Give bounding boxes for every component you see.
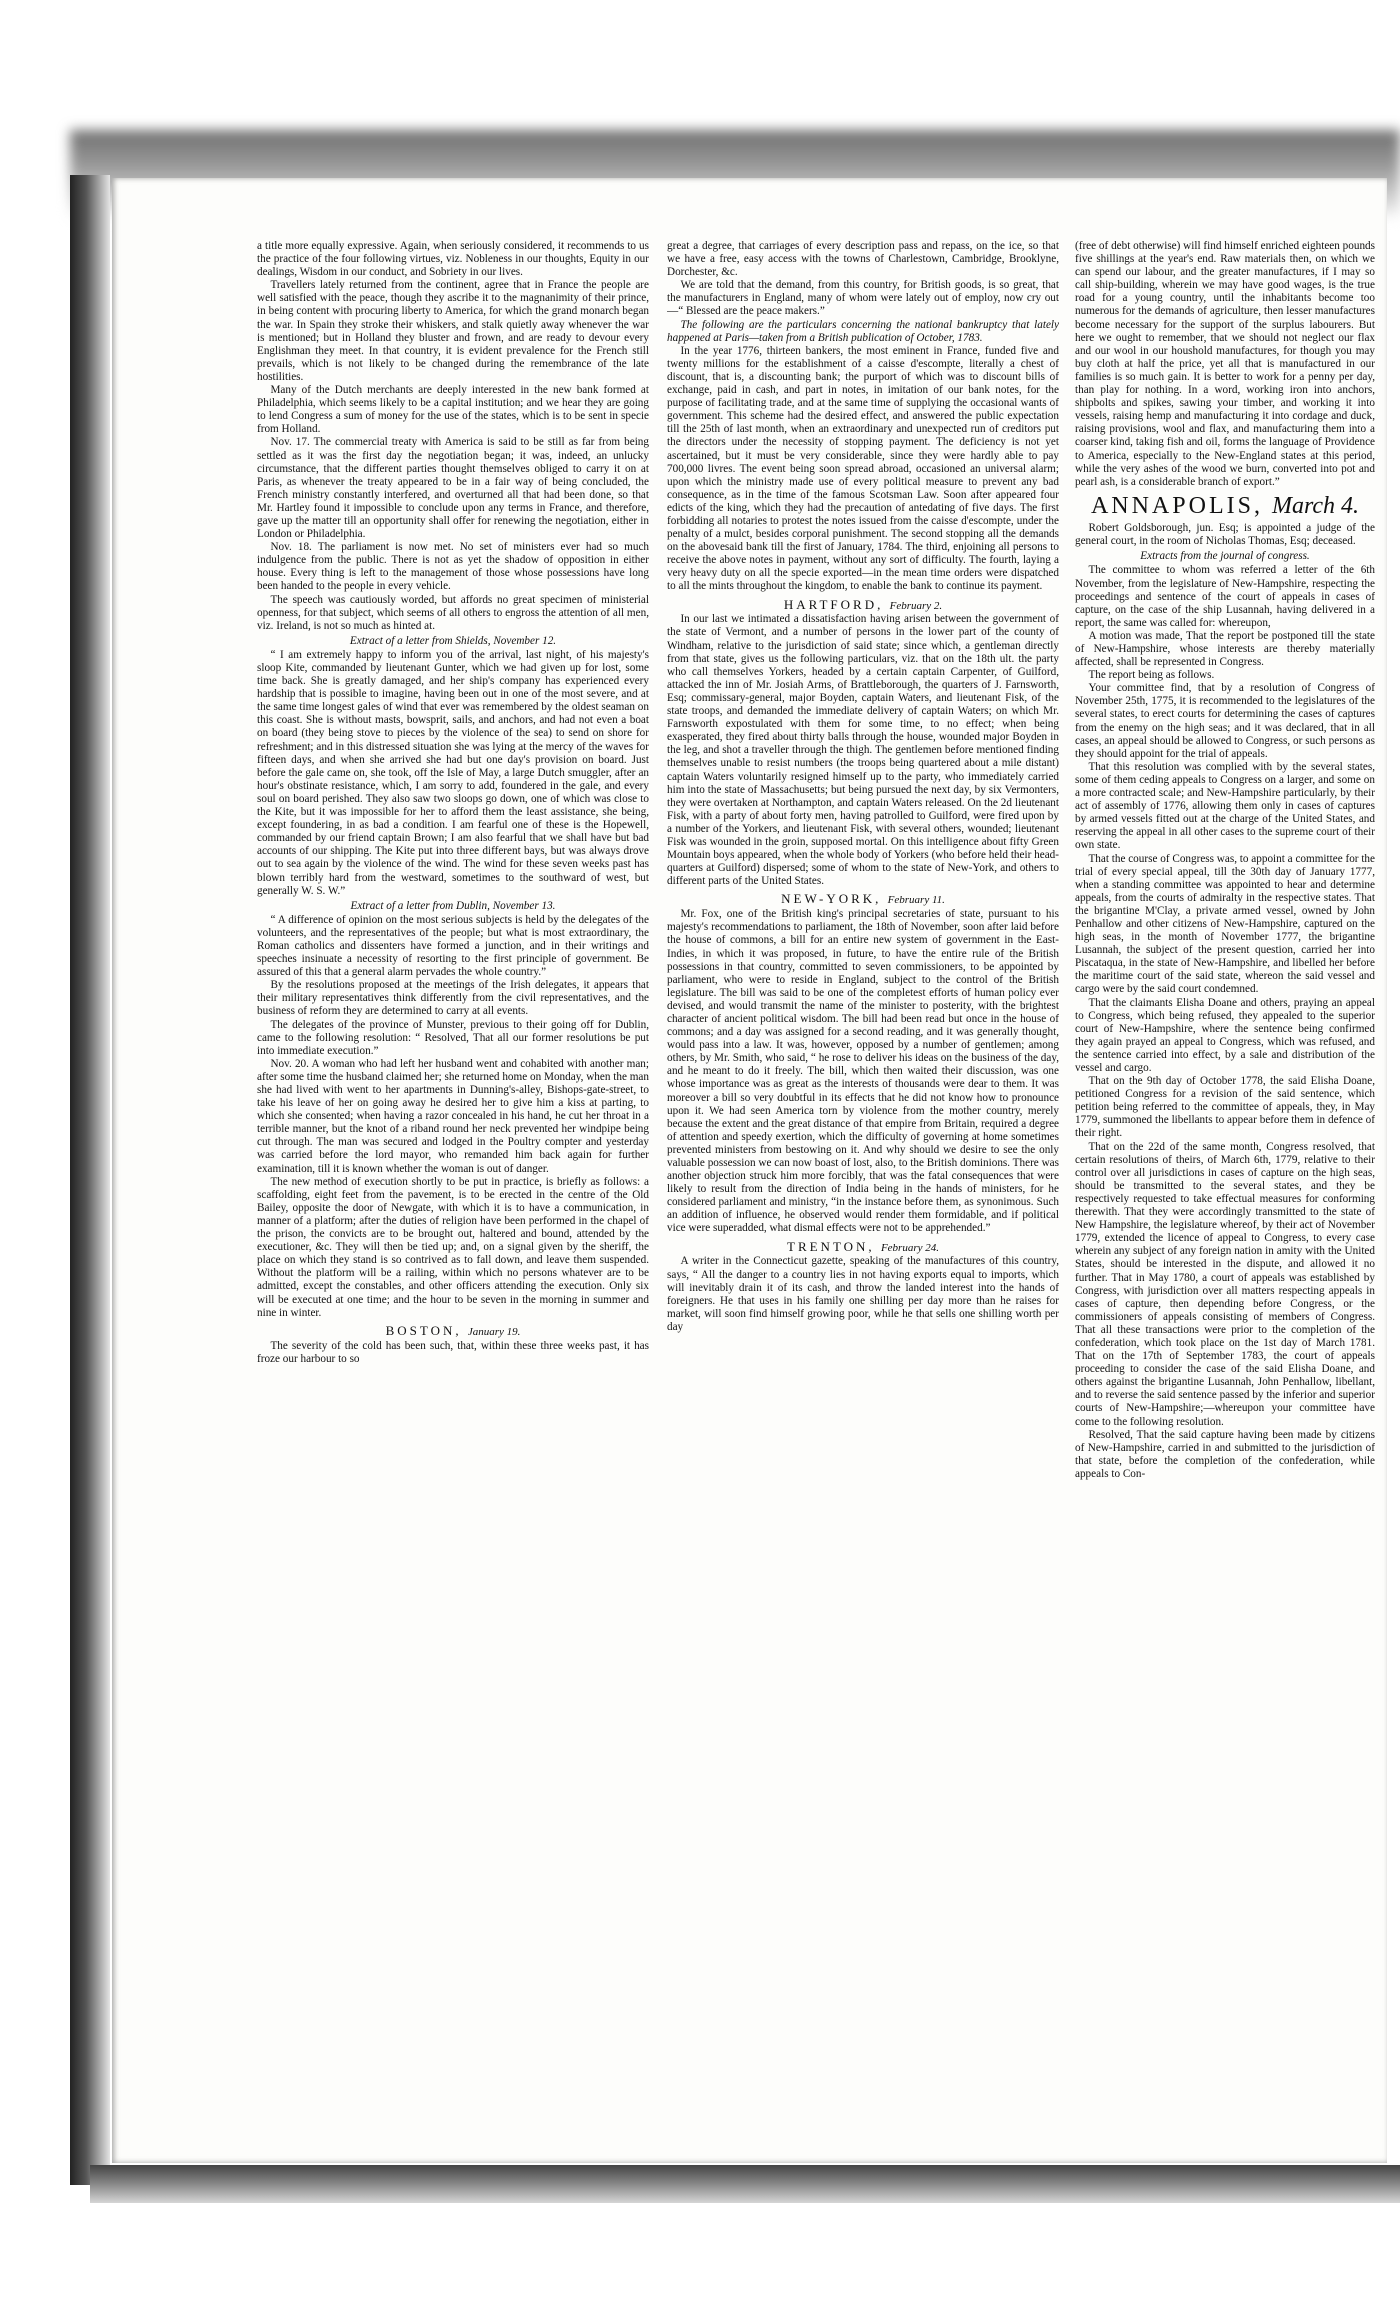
paragraph: great a degree, that carriages of every description pass and repass, on the ice, so that we have a free, easy access with the towns of Charlestown, Cambridge, Brooklyne, Dorchester, &c. bbox=[667, 240, 1059, 279]
paragraph: The severity of the cold has been such, that, within these three weeks past, it has froze our harbour to so bbox=[257, 1339, 649, 1365]
paragraph: Nov. 17. The commercial treaty with America is said to be still as far from being settled as it was the first day the negotiation began; it was, indeed, an unlucky circumstance, that the different parties thought themselves obliged to carry it on at Paris, as whenever the treaty appeared to be in a fair way of being concluded, the French ministry constantly interfered, and overturned all that had been done, so that Mr. Hartley found it impossible to conclude upon any terms in France, and therefore, gave up the matter till an opportunity shall offer for renewing the negotiation, either in London or Philadelphia. bbox=[257, 436, 649, 541]
paragraph: a title more equally expressive. Again, when seriously considered, it recommends to us the practice of the four following virtues, viz. Nobleness in our thoughts, Equity in our dealings, Wisdom in our conduct, and Sobriety in our lives. bbox=[257, 240, 649, 279]
dateline-city: ANNAPOLIS, bbox=[1090, 492, 1263, 519]
paragraph: The committee to whom was referred a letter of the 6th November, from the legislature of New-Hampshire, respecting the proceedings and sentence of the court of appeals in cases of capture, on the case of the ship Lusannah, having delivered in a report, the same was called for: whereupon, bbox=[1075, 564, 1375, 629]
paragraph: Mr. Fox, one of the British king's principal secretaries of state, pursuant to his majesty's recommendations to parliament, the 18th of November, soon after laid before the house of commons, a bill for an entire new system of government in the East-Indies, in which it was proposed, in future, to have the entire rule of the British possessions in that country, committed to seven commissioners, to be appointed by parliament, who were to reside in England, subject to the control of the British legislature. The bill was said to be one of the completest efforts of human policy ever devised, and would transmit the name of the minister to posterity, with the brightest character of ancient political wisdom. The bill had been read but once in the house of commons; and a day was assigned for a second reading, and it was generally thought, would pass into a law. It was, however, opposed by a number of gentlemen; among others, by Mr. Smith, who said, “ he rose to deliver his ideas on the business of the day, and he meant to do it freely. The bill, which then waited their discussion, was one whose importance was as great as the interests of thousands were dear to them. It was moreover a bill so very doubtful in its effects that he did not know how to pronounce upon it. We had seen America torn by violence from the mother country, merely because the extent and the great distance of that empire from Britain, required a degree of attention and speedy exertion, which the difficulty of governing at home sometimes prevented ministers from bestowing on it. And why should we desire to see the only valuable possession we can now boast of lost, also, to the British dominions. There was another objection struck him more forcibly, that was the fatal consequences that were likely to result from the direction of India being in the hands of ministers, for he considered parliament and ministry, “in the instance before them, as synonimous. Such an addition of influence, he observed would render them formidable, and if political vice were superadded, what dismal effects were not to be apprehended.” bbox=[667, 908, 1059, 1235]
paragraph: That the claimants Elisha Doane and others, praying an appeal to Congress, which being refused, they appealed to the superior court of New-Hampshire, where the sentence being confirmed they again prayed an appeal to Congress, which was refused, and the sentence carried into effect, by a sale and distribution of the vessel and cargo. bbox=[1075, 996, 1375, 1075]
paragraph: The report being as follows. bbox=[1088, 669, 1215, 682]
paragraph: That on the 9th day of October 1778, the said Elisha Doane, petitioned Congress for a revision of the said sentence, which petition being referred to the committee of appeals, they, in May 1779, summoned the libellants to appear before them in defence of their right. bbox=[1075, 1075, 1375, 1140]
paragraph: Robert Goldsborough, jun. Esq; is appointed a judge of the general court, in the room of Nicholas Thomas, Esq; deceased. bbox=[1075, 522, 1375, 548]
paragraph: In the year 1776, thirteen bankers, the most eminent in France, funded five and twenty millions for the establishment of a caisse d'escompte, literally a chest of discount, that is, a discounting bank; the purport of which was to discount bills of exchange, paid in cash, and part in notes, in imitation of our bank notes, for the purpose of facilitating trade, and at the same time of supplying the occasional wants of government. This scheme had the desired effect, and answered the public expectation till the 25th of last month, when an extraordinary and unexpected run of creditors put the directors under the necessity of stopping payment. The deficiency is not yet ascertained, but it must be very considerable, since they were hardly able to pay 700,000 livres. The event being soon spread abroad, occasioned an universal alarm; upon which the ministry made use of every political measure to prevent any bad consequence, as in the time of the famous Scotsman Law. Soon after appeared four edicts of the king, which they had the precaution of antedating of five days. The first forbidding all notaries to protest the notes issued from the caisse d'escompte, under the penalty of a mulct, besides corporal punishment. The second stopping all the demands on the abovesaid bank till the first of January, 1784. The third, enjoining all persons to receive the above notes in payment, without any sort of difficulty. The fourth, laying a very heavy duty on all the specie exported—in the mean time orders were dispatched to all the mints throughout the kingdom, to enable the bank to continue its payment. bbox=[667, 344, 1059, 593]
column-2 bbox=[667, 240, 1059, 2155]
dateline-date: February 2. bbox=[889, 599, 943, 612]
paragraph: In our last we intimated a dissatisfaction having arisen between the government of the state of Vermont, and a number of persons in the lower part of the county of Windham, relative to the jurisdiction of said state; since which, a gentleman directly from that state, gives us the following particulars, viz. that on the 18th ult. the party who call themselves Yorkers, headed by a certain captain Carpenter, of Guilford, attacked the inn of Mr. Josiah Arms, of Brattleborough, the quarters of J. Farnsworth, Esq; commissary-general, major Boyden, captain Waters, and lieutenant Fisk, of the state troops, and demanded the immediate delivery of captain Waters; on which Mr. Farnsworth expostulated with them for some time, to no effect; when being exasperated, they fired about thirty balls through the house, wounded major Boyden in the leg, and shot a traveller through the thigh. The gentlemen before mentioned finding themselves unable to resist numbers (the troops being quartered about a mile distant) captain Waters voluntarily resigned himself up to the party, who immediately carried him into the state of Massachusetts; but being pursued the next day, by six Vermonters, they were overtaken at Northampton, and captain Waters released. On the 2d lieutenant Fisk, with a party of about forty men, having patrolled to Guilford, were fired upon by a number of the Yorkers, and lieutenant Fisk, with several others, wounded; lieutenant Fisk was wounded in the groin, supposed mortal. On this intelligence about fifty Green Mountain boys appeared, when the whole body of Yorkers (who before held their head-quarters at Guilford) dispersed; some of whom to the state of New-York, and others to different parts of the United States. bbox=[667, 613, 1059, 888]
paragraph: Resolved, That the said capture having been made by citizens of New-Hampshire, carried in and submitted to the jurisdiction of that state, before the completion of the confederation, while appeals to Con- bbox=[1075, 1428, 1375, 1480]
paragraph: “ A difference of opinion on the most serious subjects is held by the delegates of the volunteers, and the representatives of the people; but what is most extraordinary, the Roman catholics and dissenters have formed a junction, and in their writings and speeches insinuate a necessity of resorting to the first principle of government. Be assured of this that a general alarm pervades the whole country.” bbox=[257, 913, 649, 979]
paragraph: The speech was cautiously worded, but affords no great specimen of ministerial openness, for that subject, which seems of all others to engross the attention of all men, viz. Ireland, is not so much as hinted at. bbox=[257, 593, 649, 632]
column-3 bbox=[1075, 240, 1375, 2155]
dateline-city: BOSTON, bbox=[385, 1322, 462, 1338]
paragraph: Your committee find, that by a resolution of Congress of November 25th, 1775, it is recommended to the legislatures of the several states, to erect courts for determining the cases of captures from the enemy on the high seas; and it was declared, that in all cases, an appeal should be allowed to Congress, or such persons as they should appoint for the trial of appeals. bbox=[1075, 682, 1375, 760]
paragraph: The delegates of the province of Munster, previous to their going off for Dublin, came to the following resolution: “ Resolved, That all our former resolutions be put into immediate execution.” bbox=[257, 1018, 649, 1057]
extract-heading: Extract of a letter from Dublin, November 13. bbox=[350, 899, 556, 912]
paragraph: That this resolution was complied with by the several states, some of them ceding appeals to Congress on a larger, and some on a more contracted scale; and New-Hampshire particularly, by their act of assembly of 1776, allowing them only in cases of captures by armed vessels fitted out at the charge of the United States, and reserving the appeal in all other cases to the supreme court of their own state. bbox=[1075, 760, 1375, 852]
dateline-new-york bbox=[667, 891, 1059, 907]
paragraph: That on the 22d of the same month, Congress resolved, that certain resolutions of theirs, of March 6th, 1779, relative to their control over all jurisdictions in cases of capture on the high seas, should be transmitted to the several states, and they be respectively requested to take effectual measures for conforming therewith. That they were accordingly transmitted to the state of New Hampshire, the legislature whereof, by their act of November 1779, extended the licence of appeal to Congress, to every case wherein any subject of any foreign nation in amity with the United States, should be interested in the dispute, and allowed it no further. That in May 1780, a court of appeals was established by Congress, with jurisdiction over all matters respecting appeals in cases of capture, then depending before Congress, or the commissioners of appeals consisting of members of Congress. That all these transactions were prior to the completion of the confederation, which took place on the 1st day of March 1781. That on the 17th of September 1783, the court of appeals proceeding to consider the case of the said Elisha Doane, and others against the brigantine Lusannah, John Penhallow, libellant, and to reverse the said sentence passed by the inferior and superior courts of New-Hampshire;—whereupon your committee have come to the following resolution. bbox=[1075, 1140, 1375, 1428]
paragraph: The new method of execution shortly to be put in practice, is briefly as follows: a scaffolding, eight feet from the pavement, is to be erected in the centre of the Old Bailey, opposite the door of Newgate, with which it is to have a communication, in manner of a platform; after the duties of religion have been performed in the chapel of the prison, the convicts are to be brought out, haltered and bound, attended by the executioner, &c. They will then be tied up; and, on a signal given by the sheriff, the place on which they stand is so contrived as to fall down, and leave them suspended. Without the platform will be a railing, within which no persons whatever are to be admitted, except the constables, and other officers attending the execution. Only six will be executed at one time; and the hour to be seven in the morning in summer and nine in winter. bbox=[257, 1175, 649, 1319]
italic-heading: The following are the particulars concerning the national bankruptcy that lately happened at Paris—taken from a British publication of October, 1783. bbox=[667, 318, 1059, 344]
book-bottom-edge bbox=[90, 2165, 1400, 2203]
dateline-date: March 4. bbox=[1271, 492, 1360, 519]
newspaper-page bbox=[112, 178, 1387, 2163]
paragraph: A writer in the Connecticut gazette, speaking of the manufactures of this country, says, “ All the danger to a country lies in not having exports equal to imports, which will inevitably drain it of its cash, and throw the landed interest into the hands of foreigners. He that uses in his family one shilling per day more than he raises for market, will soon find himself growing poor, while he that sells one shilling worth per day bbox=[667, 1255, 1059, 1333]
extract-heading: Extracts from the journal of congress. bbox=[1140, 550, 1310, 563]
paragraph: (free of debt otherwise) will find himself enriched eighteen pounds five shillings at the year's end. Raw materials then, on which we can spend our labour, and the greater manufactures, if I may so call ship-building, wherein we may have good wages, is the true road for a young country, until the inhabitants become too numerous for the demands of agriculture, then lesser manufactures become necessary for the support of the surplus labourers. But here we ought to remember, that we should not neglect our flax and our wool in our houshold manufactures, for though you may buy cloth at half the price, yet all that is manufactured in our families is so much gain. It is better to work for a penny per day, than play for nothing. In a word, working iron into anchors, shipbolts and spikes, sawing your timber, and working it into vessels, raising hemp and manufacturing it into cordage and duck, raising provisions, wool and flax, and manufacturing them into a coarser kind, taking fish and oil, forms the language of Providence to America, especially to the New-England states at this period, while the very ashes of the wood we burn, converted into pot and pearl ash, is a considerable branch of export.” bbox=[1075, 240, 1375, 488]
paragraph: We are told that the demand, from this country, for British goods, is so great, that the manufacturers in England, many of whom were lately out of employ, now cry out—“ Blessed are the peace makers.” bbox=[667, 279, 1059, 318]
paragraph: Many of the Dutch merchants are deeply interested in the new bank formed at Philadelphia, which seems likely to be a capital institution; and we hear they are going to lend Congress a sum of money for the use of the states, which is to be sent in specie from Holland. bbox=[257, 384, 649, 436]
dateline-trenton bbox=[667, 1239, 1059, 1255]
paragraph: Travellers lately returned from the continent, agree that in France the people are well satisfied with the peace, though they ascribe it to the magnanimity of their prince, in being content with procuring liberty to America, for which the grand monarch began the war. In Spain they stroke their whiskers, and stalk quietly away whenever the war is mentioned; but in Holland they bluster and frown, and are ready to devour every Englishman they meet. In that country, it is evident prevalence for the French still prevails, which is not likely to be changed during the remembrance of the late hostilities. bbox=[257, 279, 649, 383]
dateline-boston bbox=[257, 1323, 649, 1339]
dateline-annapolis bbox=[1075, 493, 1375, 519]
dateline-city: NEW-YORK, bbox=[781, 891, 882, 907]
column-1 bbox=[257, 240, 649, 2155]
dateline-city: HARTFORD, bbox=[783, 596, 884, 612]
extract-heading: Extract of a letter from Shields, November 12. bbox=[349, 634, 557, 647]
paragraph: By the resolutions proposed at the meetings of the Irish delegates, it appears that their military representatives think differently from the civil representatives, and the business of reform they are determined to carry at all events. bbox=[257, 979, 649, 1018]
book-spine bbox=[70, 175, 110, 2185]
dateline-city: TRENTON, bbox=[787, 1238, 875, 1254]
dateline-date: February 11. bbox=[887, 894, 945, 907]
dateline-date: January 19. bbox=[467, 1325, 521, 1338]
dateline-hartford bbox=[667, 597, 1059, 613]
paragraph: A motion was made, That the report be postponed till the state of New-Hampshire, whose interests are thereby materially affected, shall be represented in Congress. bbox=[1075, 629, 1375, 669]
dateline-date: February 24. bbox=[880, 1241, 939, 1254]
paragraph: Nov. 20. A woman who had left her husband went and cohabited with another man; after some time the husband claimed her; she returned home on Monday, when the man she had lived with went to her apartments in Dunning's-alley, Bishops-gate-street, to take his leave of her on going away he desired her to give him a kiss at parting, to which she consented; when having a razor concealed in his hand, he cut her throat in a terrible manner, but the knot of a riband round her neck prevented her windpipe being cut through. The man was secured and lodged in the Poultry compter and yesterday was carried before the lord mayor, who remanded him back again for further examination, till it is known whether the woman is out of danger. bbox=[257, 1057, 649, 1175]
paragraph: Nov. 18. The parliament is now met. No set of ministers ever had so much indulgence from the public. There is not as yet the shadow of opposition in either house. Every thing is left to the management of those whose possessions have long been handed to the people in every vehicle. bbox=[257, 541, 649, 593]
paragraph: That the course of Congress was, to appoint a committee for the trial of every special appeal, till the 30th day of January 1777, when a standing committee was appointed to hear and determine appeals, from the courts of admiralty in the respective states. That the brigantine M'Clay, a private armed vessel, owned by John Penhallow and other citizens of New-Hampshire, captured on the high seas, in the month of November 1777, the brigantine Lusannah, the subject of the present question, carried her into Piscataqua, in the state of New-Hampshire, and libelled her before the maritime court of the said state, whereon the said vessel and cargo were by the said court condemned. bbox=[1075, 852, 1375, 996]
paragraph: “ I am extremely happy to inform you of the arrival, last night, of his majesty's sloop Kite, commanded by lieutenant Gunter, which we had given up for lost, some time back. She is greatly damaged, and her ship's company has experienced every hardship that is possible to imagine, having been out in one of the most severe, and at the same time longest gales of wind that ever was remembered by the oldest seaman on this coast. She is without masts, bowsprit, sails, and anchors, and had not even a boat on board (they being stove to pieces by the violence of the sea) to send on shore for refreshment; and in this distressed situation she was lying at the mercy of the waves for fifteen days, and when she arrived she had but one day's provision on board. Just before the gale came on, she took, off the Isle of May, a large Dutch smuggler, after an hour's obstinate resistance, which, I am sorry to add, foundered in the gale, and every soul on board perished. They also saw two sloops go down, one of which was close to the Kite, but it was impossible for her to afford them the least assistance, she being, except foundering, in as bad a condition. I am fearful one of these is the Hopewell, commanded by our friend captain Brown; I am also fearful that we shall have but bad accounts of our shipping. The Kite put into three different bays, but was always drove out to sea again by the violence of the wind. The wind for these seven weeks past has blown terribly hard from the westward, sometimes to the southward of west, but generally W. S. W.” bbox=[257, 648, 649, 897]
